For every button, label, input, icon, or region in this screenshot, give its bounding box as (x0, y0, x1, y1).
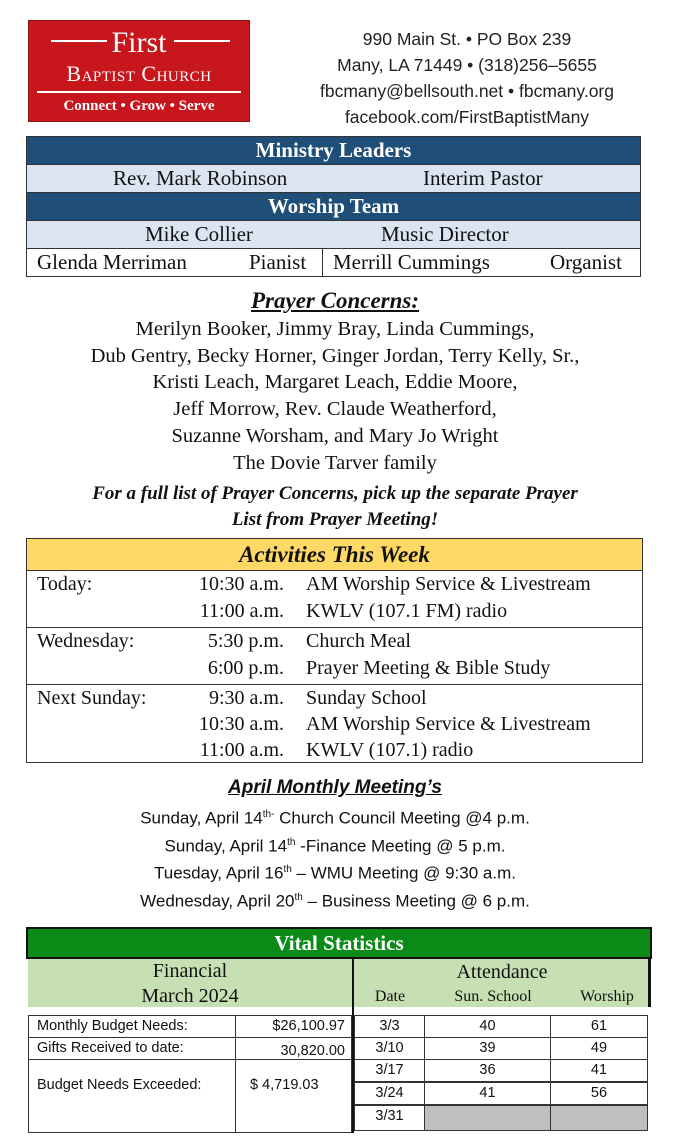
meeting-date: Sunday, April 14 (164, 836, 288, 856)
activity-row (27, 628, 642, 655)
attendance-value-ss: 36 (479, 1062, 496, 1078)
activity-day: Next Sunday: (37, 687, 147, 709)
monthly-meetings-list (0, 803, 670, 914)
gifts-label: Gifts Received to date: (37, 1040, 184, 1056)
prayer-concerns-title: Prayer Concerns: (250, 288, 420, 313)
meeting-date: Wednesday, April 20 (140, 891, 295, 911)
activity-time: 9:30 a.m. (209, 687, 284, 709)
activities-table (26, 538, 643, 763)
activity-event: KWLV (107.1) radio (306, 739, 474, 761)
exceeded-value: $ 4,719.03 (250, 1077, 319, 1093)
attendance-cell-worship (550, 1082, 648, 1105)
activity-group-next-sunday (27, 685, 642, 764)
activities-heading: Activities This Week (27, 539, 642, 571)
attendance-cell-ss (424, 1059, 551, 1082)
attendance-cell-ss (424, 1082, 551, 1105)
financial-period: March 2024 (141, 985, 239, 1007)
prayer-line: Suzanne Worsham, and Mary Jo Wright (171, 424, 499, 447)
prayer-line: The Dovie Tarver family (233, 451, 437, 474)
activity-group-today (27, 571, 642, 628)
vital-statistics (26, 927, 652, 1133)
prayer-note (20, 481, 650, 533)
attendance-value-ss: 39 (479, 1040, 496, 1056)
attendance-value-ss: 41 (479, 1085, 496, 1101)
meeting-line (0, 886, 670, 914)
pastor-row (27, 165, 640, 193)
meeting-detail: -Finance Meeting @ 5 p.m. (295, 836, 506, 856)
prayer-line: Dub Gentry, Becky Horner, Ginger Jordan, Terry Kelly, Sr., (90, 344, 580, 367)
activity-row (27, 598, 642, 625)
activity-event: Prayer Meeting & Bible Study (306, 657, 551, 679)
vital-statistics-heading: Vital Statistics (26, 927, 652, 959)
prayer-line: Merilyn Booker, Jimmy Bray, Linda Cummings, (135, 318, 535, 340)
meeting-date-suffix: th (287, 836, 296, 848)
email-website[interactable]: fbcmany@bellsouth.net • fbcmany.org (320, 81, 614, 101)
activity-time: 6:00 p.m. (207, 657, 284, 679)
attendance-header (354, 959, 650, 1007)
budget-value: $26,100.97 (272, 1018, 345, 1034)
activity-time: 11:00 a.m. (199, 739, 284, 761)
meeting-date-suffix: th (294, 891, 303, 903)
meeting-date-suffix: th- (262, 809, 275, 820)
meeting-date: Tuesday, April 16 (154, 863, 284, 883)
pianist-name: Glenda Merriman (37, 250, 187, 274)
prayer-line: Kristi Leach, Margaret Leach, Eddie Moore, (152, 371, 518, 394)
logo-band (37, 91, 241, 93)
attendance-right-border (648, 959, 651, 1007)
activity-event: AM Worship Service & Livestream (306, 713, 591, 735)
attendance-value-date: 3/10 (375, 1040, 404, 1056)
attendance-value-date: 3/3 (379, 1018, 400, 1034)
meeting-line (0, 831, 670, 859)
activity-time: 11:00 a.m. (199, 600, 284, 622)
logo-first: First (111, 26, 167, 59)
meeting-line (0, 858, 670, 886)
activity-row (27, 685, 642, 712)
music-director-role: Music Director (381, 222, 509, 246)
activity-time: 5:30 p.m. (207, 630, 284, 652)
ministry-table (26, 136, 641, 277)
monthly-meetings-title: April Monthly Meeting’s (228, 777, 442, 798)
activity-row (27, 655, 642, 682)
budget-label: Monthly Budget Needs: (37, 1018, 188, 1034)
attendance-cell-date (354, 1037, 425, 1060)
attendance-value-date: 3/24 (375, 1085, 404, 1101)
prayer-line: Jeff Morrow, Rev. Claude Weatherford, (173, 398, 497, 421)
musicians-row (27, 249, 640, 276)
meeting-date-suffix: th (283, 864, 292, 876)
activity-group-wednesday (27, 628, 642, 685)
attendance-cell-worship (550, 1015, 648, 1038)
gifts-value: 30,820.00 (280, 1043, 345, 1059)
financial-header (28, 959, 352, 1007)
logo-tagline: Connect • Grow • Serve (63, 98, 215, 114)
attendance-label: Attendance (456, 961, 548, 983)
pastor-name: Rev. Mark Robinson (113, 166, 288, 190)
city-phone: Many, LA 71449 • (318)256–5655 (337, 55, 597, 75)
attendance-cell-ss (424, 1015, 551, 1038)
meeting-line (0, 803, 670, 831)
financial-label: Financial (152, 960, 228, 982)
organist-role: Organist (550, 250, 622, 274)
attendance-cell-worship (550, 1059, 648, 1082)
attendance-cell-ss (424, 1105, 551, 1131)
meeting-detail: – WMU Meeting @ 9:30 a.m. (291, 863, 516, 883)
attendance-cell-worship (550, 1037, 648, 1060)
prayer-note-line: List from Prayer Meeting! (231, 509, 439, 530)
attendance-value-worship: 56 (590, 1085, 608, 1101)
activity-time: 10:30 a.m. (199, 573, 284, 595)
activity-time: 10:30 a.m. (199, 713, 284, 735)
activity-day: Wednesday: (37, 630, 135, 652)
prayer-list (0, 316, 670, 476)
attendance-value-worship: 41 (590, 1062, 608, 1078)
exceeded-label: Budget Needs Exceeded: (37, 1077, 202, 1093)
activity-event: Church Meal (306, 630, 411, 652)
attendance-cell-ss (424, 1037, 551, 1060)
ministry-leaders-heading: Ministry Leaders (27, 137, 640, 165)
attendance-value-date: 3/31 (375, 1108, 404, 1124)
music-row (27, 221, 640, 249)
pianist-role: Pianist (249, 250, 307, 274)
col-date: Date (374, 988, 406, 1005)
pastor-role: Interim Pastor (423, 166, 543, 190)
meeting-detail: – Business Meeting @ 6 p.m. (302, 891, 530, 911)
attendance-cell-date (354, 1015, 425, 1038)
attendance-value-date: 3/17 (375, 1062, 404, 1078)
activity-day: Today: (37, 573, 93, 595)
musicians-divider (322, 249, 323, 276)
activity-event: AM Worship Service & Livestream (306, 573, 591, 595)
contact-block (262, 26, 672, 130)
music-director-name: Mike Collier (145, 222, 253, 246)
activity-event: KWLV (107.1 FM) radio (306, 600, 508, 622)
facebook-link[interactable]: facebook.com/FirstBaptistMany (344, 107, 590, 127)
logo-baptist-church: Baptist Church (66, 61, 212, 86)
attendance-value-worship: 49 (590, 1040, 608, 1056)
worship-team-heading: Worship Team (27, 193, 640, 221)
prayer-note-line: For a full list of Prayer Concerns, pick up the separate Prayer (92, 483, 578, 504)
attendance-cell-date (354, 1082, 425, 1105)
organist-name: Merrill Cummings (333, 250, 490, 274)
church-logo (28, 20, 250, 122)
activity-event: Sunday School (306, 687, 427, 709)
finance-row-exceeded-value-cell (235, 1059, 352, 1133)
attendance-value-worship: 61 (590, 1018, 608, 1034)
activity-row (27, 712, 642, 737)
activity-row (27, 571, 642, 598)
col-sunday-school: Sun. School (454, 988, 532, 1005)
attendance-cell-date (354, 1059, 425, 1082)
address: 990 Main St. • PO Box 239 (362, 29, 572, 49)
col-worship: Worship (580, 988, 634, 1005)
finance-row-exceeded-label-cell (28, 1059, 236, 1133)
attendance-value-ss: 40 (479, 1018, 496, 1034)
activity-row (27, 737, 642, 764)
attendance-cell-worship (550, 1105, 648, 1131)
attendance-cell-date (354, 1105, 425, 1131)
meeting-detail: Church Council Meeting @4 p.m. (274, 808, 530, 828)
meeting-date: Sunday, April 14 (140, 808, 263, 828)
